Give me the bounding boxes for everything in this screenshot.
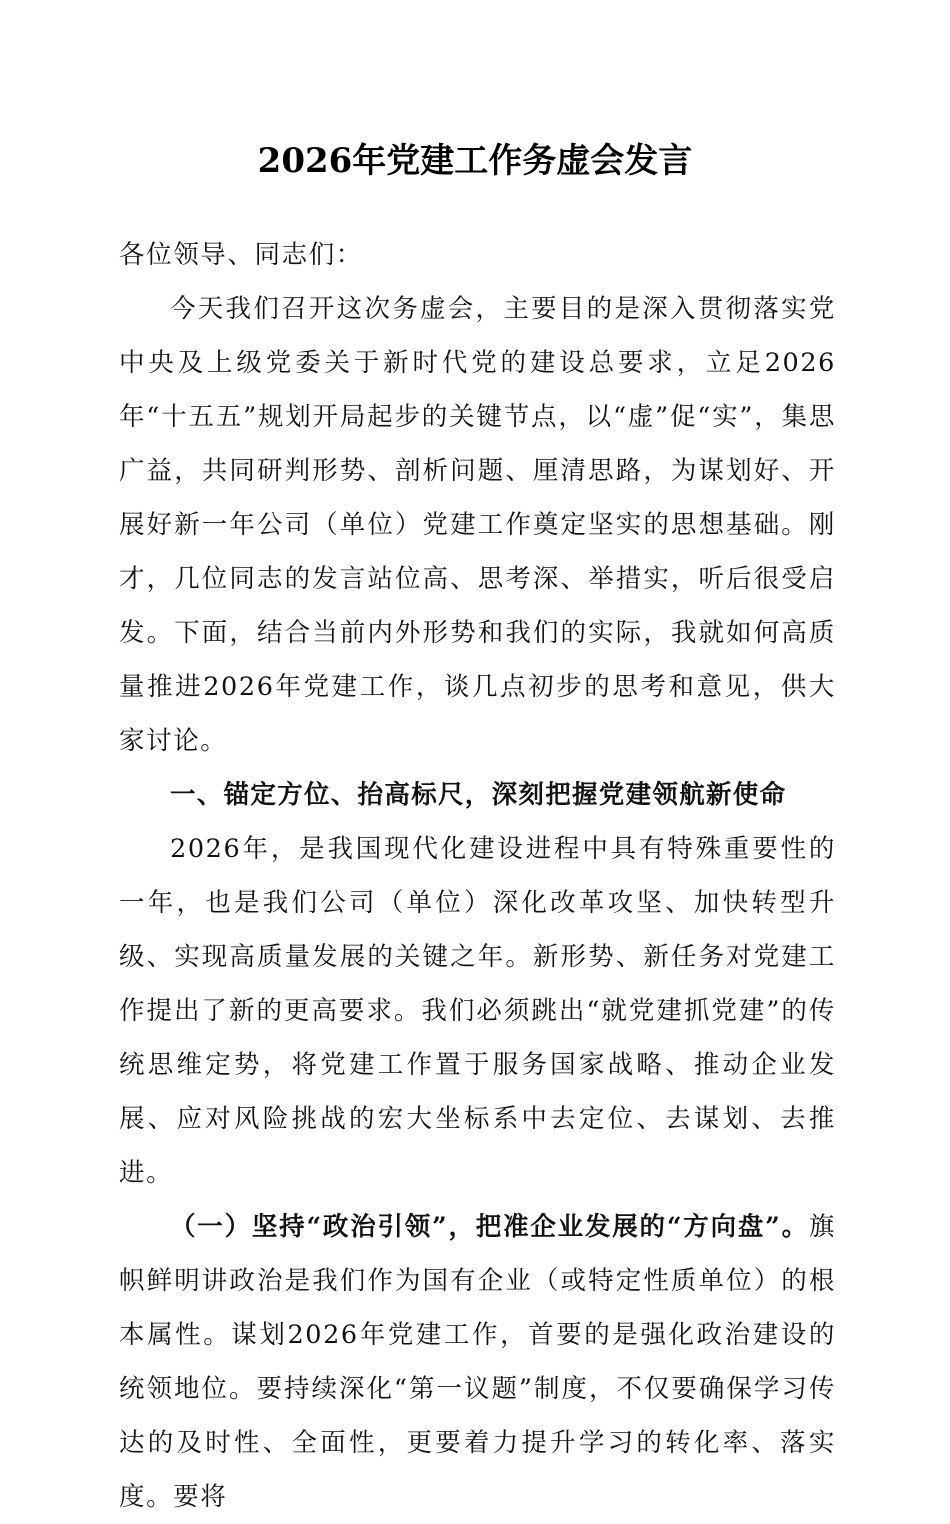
- section-paragraph: 2026年，是我国现代化建设进程中具有特殊重要性的一年，也是我们公司（单位）深化改革攻坚、加快转型升级、实现高质量发展的关键之年。新形势、新任务对党建工作提出了新的更高要求。我们必须跳出“就党建抓党建”的传统思维定势，将党建工作置于服务国家战略、推动企业发展、应对风险挑战的宏大坐标系中去定位、去谋划、去推进。: [119, 834, 836, 1188]
- subsection-paragraph: [119, 1200, 836, 1524]
- document-body: [119, 228, 836, 1524]
- intro-paragraph: 今天我们召开这次务虚会，主要目的是深入贯彻落实党中央及上级党委关于新时代党的建设总要求，立足2026年“十五五”规划开局起步的关键节点，以“虚”促“实”，集思广益，共同研判形势、剖析问题、厘清思路，为谋划好、开展好新一年公司（单位）党建工作奠定坚实的思想基础。刚才，几位同志的发言站位高、思考深、举措实，听后很受启发。下面，结合当前内外形势和我们的实际，我就如何高质量推进2026年党建工作，谈几点初步的思考和意见，供大家讨论。: [119, 294, 836, 756]
- subsection-lead: （一）坚持“政治引领”，把准企业发展的“方向盘”。: [170, 1212, 809, 1242]
- document-title: 2026年党建工作务虚会发言: [257, 141, 693, 181]
- section-heading: 一、锚定方位、抬高标尺，深刻把握党建领航新使命: [170, 780, 787, 810]
- salutation: 各位领导、同志们：: [119, 240, 363, 270]
- subsection-body: 旗帜鲜明讲政治是我们作为国有企业（或特定性质单位）的根本属性。谋划2026年党建工作，首要的是强化政治建设的统领地位。要持续深化“第一议题”制度，不仅要确保学习传达的及时性、全面性，更要着力提升学习的转化率、落实度。要将: [119, 1212, 836, 1512]
